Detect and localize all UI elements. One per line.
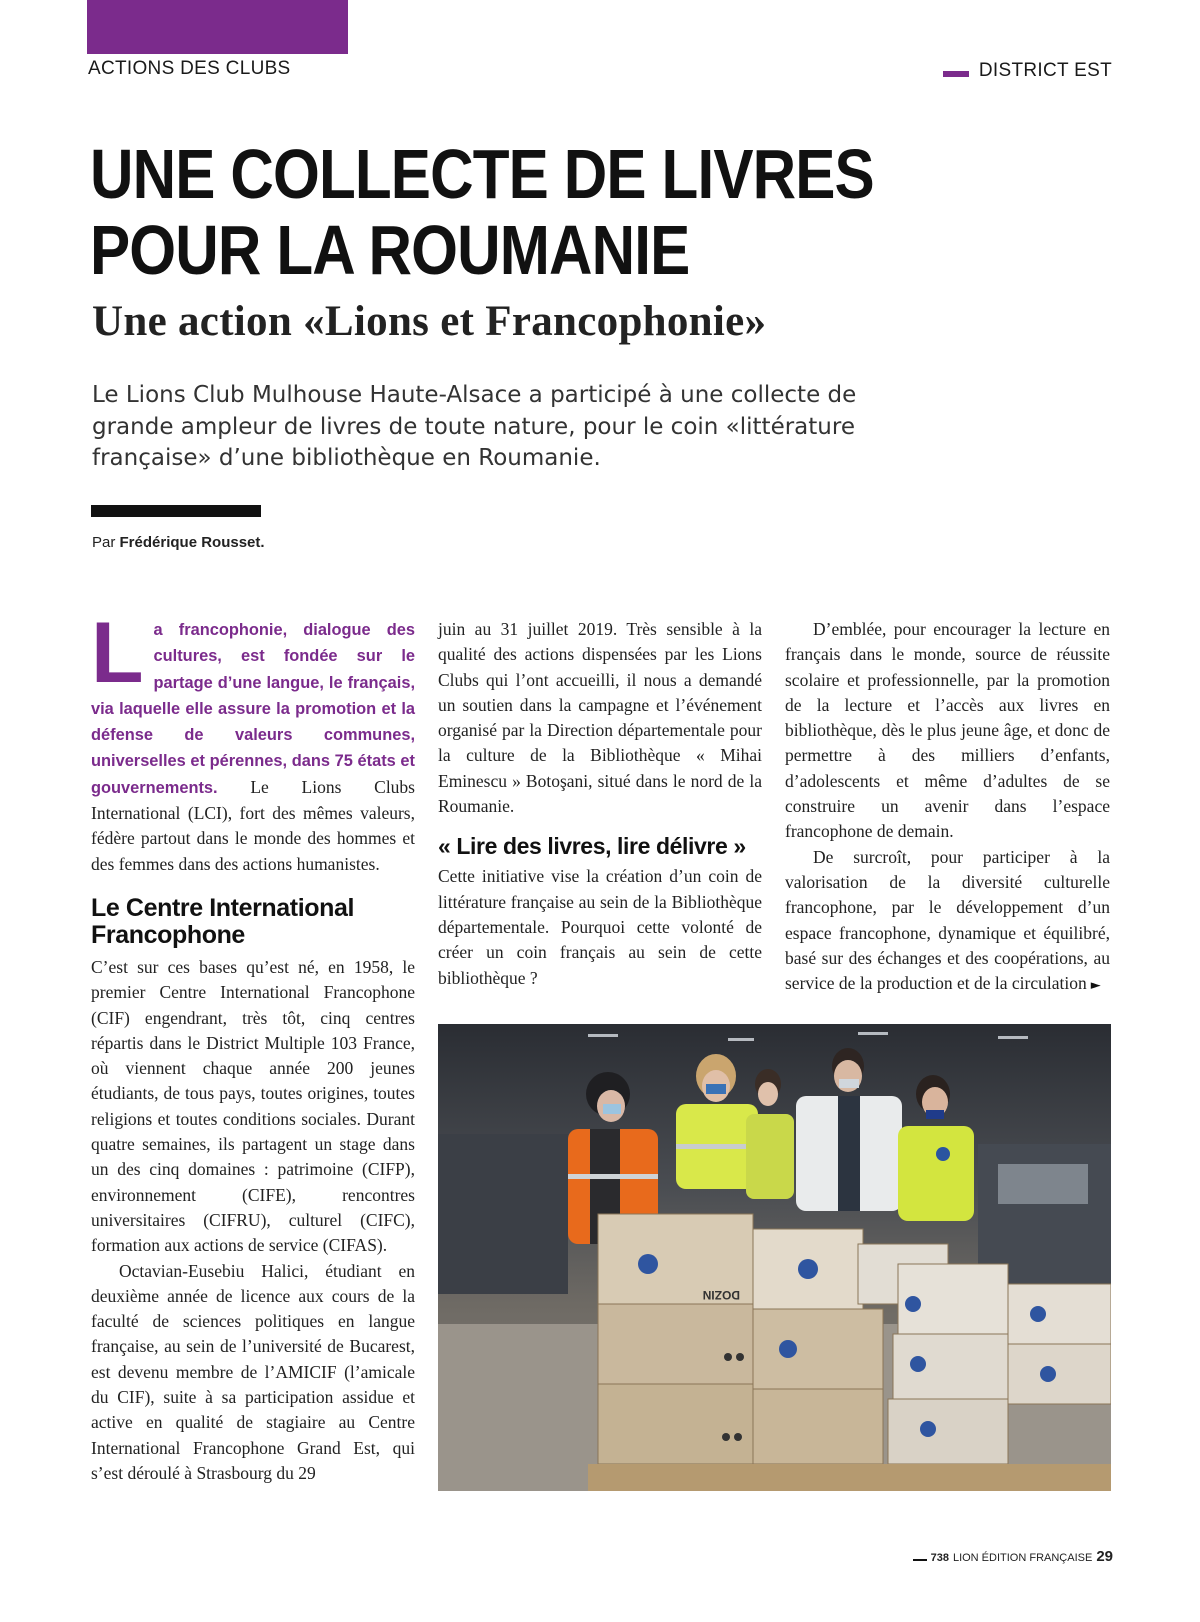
section-color-tab <box>87 0 348 54</box>
paragraph-surcroit <box>785 845 1110 999</box>
publication-name: LION ÉDITION FRANÇAISE <box>952 1552 1093 1564</box>
section-label: ACTIONS DES CLUBS <box>88 58 291 79</box>
paragraph-emblee: D’emblée, pour encourager la lecture en français dans le monde, source de réussite scolaire et professionnelle, par la promotion de la lecture et l’accès aux livres en bibliothèque, dès le plus jeune âge, et donc de permettre à des milliers d’enfants, d’adolescents et même d’adultes de se construire un avenir dans l’espace francophone de demain. <box>785 619 1110 842</box>
surcroit-text: De surcroît, pour participer à la valorisation de la diversité culturelle francophone, par le développement d’un espace francophone, dynamique et équilibré, basé sur des échanges et des coopérations, au service de la production et de la circulation <box>785 846 1110 994</box>
column-1 <box>91 605 415 1486</box>
page-footer <box>913 1548 1113 1565</box>
box-label-text: DOZIN <box>702 1288 740 1302</box>
title-line-1: UNE COLLECTE DE LIVRES <box>90 135 874 213</box>
title-line-2: POUR LA ROUMANIE <box>90 211 690 289</box>
continue-arrow-icon: ► <box>1090 978 1101 994</box>
subhead-cif: Le Centre International Francophone <box>91 893 355 949</box>
district-dash <box>943 71 969 77</box>
intro-bold-text: a francophonie, dialogue des cultures, est fondée sur le partage d’une langue, le français, via laquelle elle assure la promotion et la défense de valeurs communes, universelles et pérennes, dans 75 états et gouvernements. <box>91 621 415 797</box>
paragraph-initiative: Cette initiative vise la création d’un coin de littérature française au sein de la Bibliothèque départementale. Pourquoi cette volonté de créer un coin français au sein de cette bibliothèque ? <box>438 866 762 988</box>
column-3 <box>785 617 1110 998</box>
article-photo <box>438 1024 1111 1491</box>
paragraph-continuation: juin au 31 juillet 2019. Très sensible à la qualité des actions dispensées par les Lions Clubs qui l’ont accueilli, il nous a demandé un soutien dans la campagne et l’événement organisé par la Direction départementale pour la culture de la Bibliothèque « Mihai Eminescu » Botoşani, situé dans le nord de la Roumanie. <box>438 619 762 817</box>
byline <box>92 534 265 551</box>
footer-dash <box>913 1559 927 1561</box>
district-label <box>943 60 1112 82</box>
article-title <box>90 136 967 288</box>
article-lead: Le Lions Club Mulhouse Haute-Alsace a participé à une collecte de grande ampleur de livres de toute nature, pour le coin «littérature française» d’une bibliothèque en Roumanie. <box>92 382 857 471</box>
paragraph-octavian: Octavian-Eusebiu Halici, étudiant en deuxième année de licence aux cours de la faculté de sciences politiques en langue française, au sein de l’université de Bucarest, est devenu membre de l’AMICIF (l’amicale du CIF), suite à sa participation assidue et active en qualité de stagiaire au Centre International Francophone Grand Est, qui s’est déroulé à Strasbourg du 29 <box>91 1260 415 1483</box>
drop-cap: L <box>91 605 144 701</box>
page-number: 29 <box>1096 1548 1113 1565</box>
warehouse-photo <box>438 1024 1111 1491</box>
lead-divider <box>91 505 261 517</box>
article-subtitle: Une action «Lions et Francophonie» <box>92 298 767 345</box>
byline-prefix: Par <box>92 534 116 551</box>
issue-number: 738 <box>930 1552 949 1564</box>
intro-rest-text: Le Lions Clubs International (LCI), fort des mêmes valeurs, fédère partout dans le monde des hommes et des femmes dans des actions humanistes. <box>91 776 415 874</box>
paragraph-cif: C’est sur ces bases qu’est né, en 1958, le premier Centre International Francophone (CIF) engendrant, très tôt, cinq centres répartis dans le District Multiple 103 France, où viennent chaque année 200 jeunes étudiants, de tous pays, toutes origines, toutes religions et toutes conditions sociales. Durant quatre semaines, ils partagent un stage dans un des cinq domaines : patrimoine (CIFP), environnement (CIFE), rencontres universitaires (CIFRU), culturel (CIFC), formation aux actions de service (CIFAS). <box>91 956 415 1256</box>
byline-author: Frédérique Rousset. <box>119 534 265 551</box>
intro-paragraph <box>91 605 415 877</box>
column-2 <box>438 617 762 991</box>
subhead-lire: « Lire des livres, lire délivre » <box>438 833 746 860</box>
district-text: DISTRICT EST <box>978 60 1112 81</box>
